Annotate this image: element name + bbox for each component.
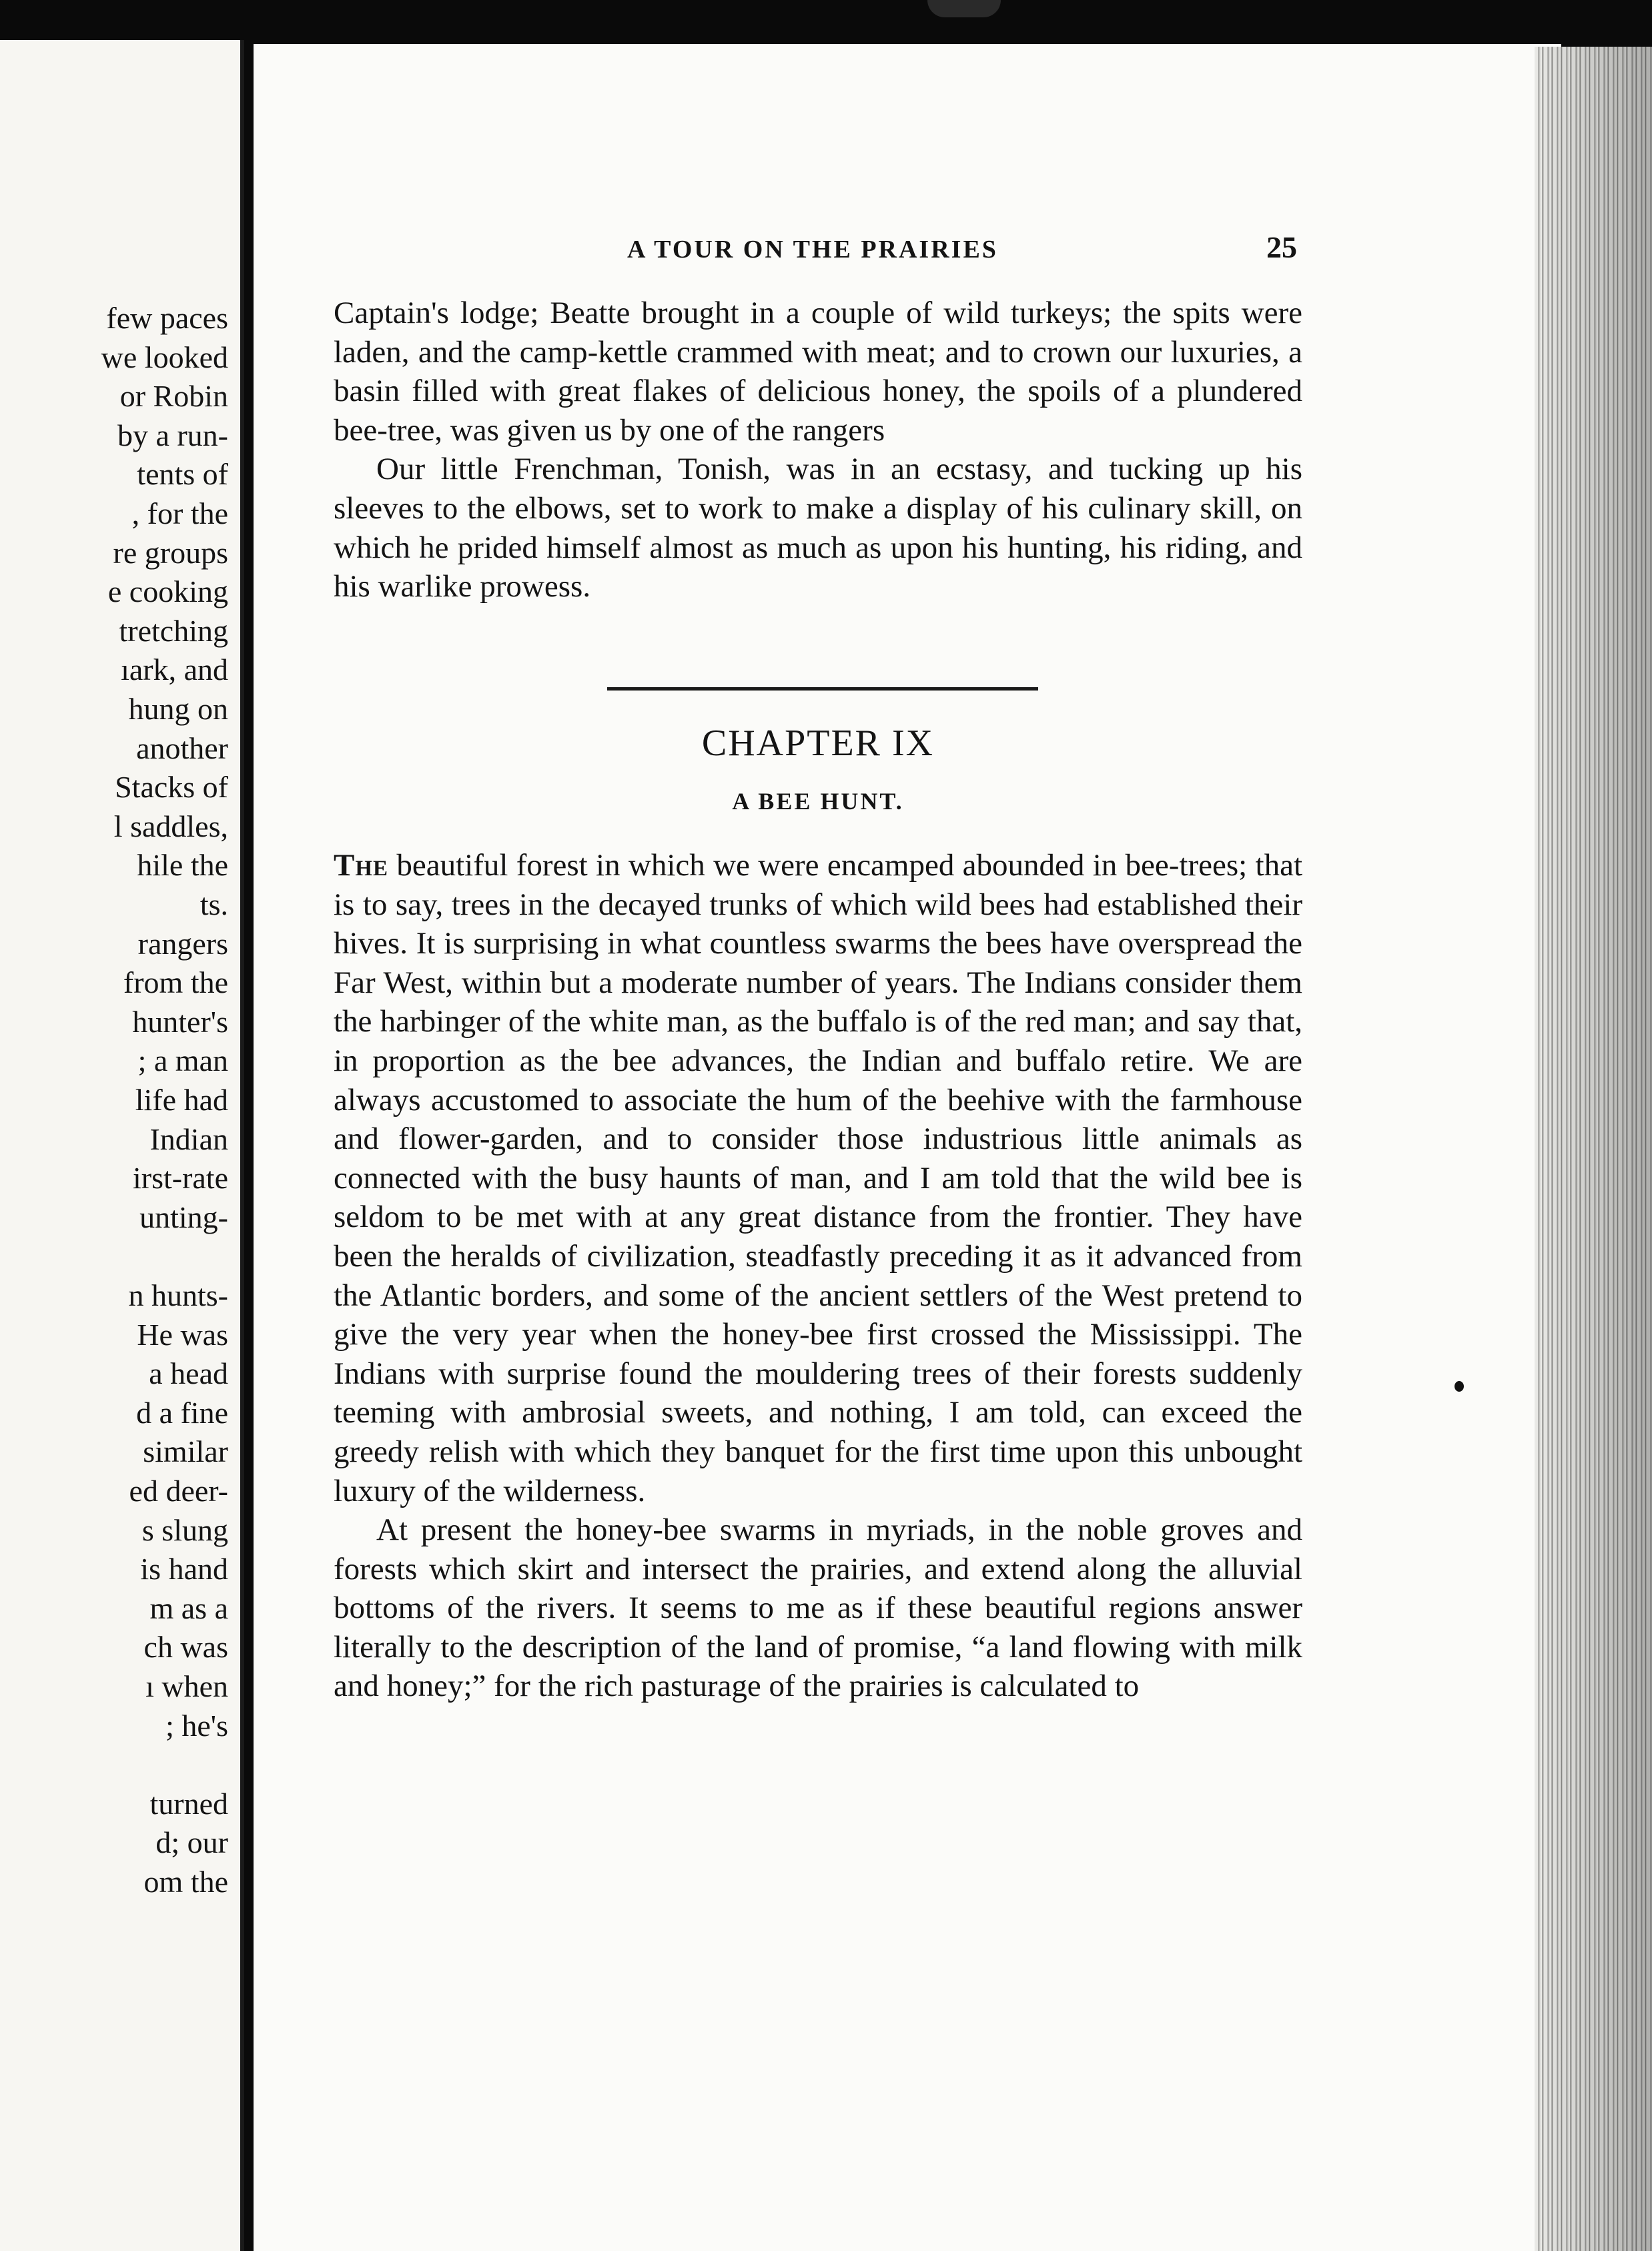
paragraph: Captain's lodge; Beatte brought in a couple of wild turkeys; the spits were laden, and the camp-kettle crammed with meat; and to crown our luxuries, a basin filled with great flakes of delicious honey, the spoils of a plundered bee-tree, was given us by one of the rangers <box>334 296 1302 448</box>
running-head: A TOUR ON THE PRAIRIES <box>627 236 998 264</box>
facing-page-line: by a run- <box>117 418 228 452</box>
facing-page-line: few paces <box>106 301 228 335</box>
facing-page-line: re groups <box>113 535 228 570</box>
facing-page-line: ; he's <box>165 1708 228 1743</box>
facing-page-line: ı when <box>145 1669 228 1703</box>
facing-page-line: turned <box>149 1786 228 1821</box>
facing-page-line: tretching <box>119 613 228 648</box>
facing-page-line: hile the <box>137 848 228 883</box>
ink-speck <box>1455 1381 1464 1392</box>
facing-page-line: life had <box>135 1083 228 1117</box>
facing-page-line: He was <box>137 1317 228 1352</box>
facing-page-line: from the <box>123 965 228 1000</box>
opening-text <box>334 294 1302 606</box>
facing-page-line: ch was <box>143 1630 228 1665</box>
paragraph: At present the honey-bee swarms in myriads, in the noble groves and forests which skirt and intersect the prairies, and extend along the alluvial bottoms of the rivers. It seems to me as if these beautiful regions answer literally to the description of the land of promise, “a land flowing with milk and honey;” for the rich pasturage of the prairies is calculated to <box>334 1512 1302 1704</box>
facing-page-line: a head <box>149 1356 228 1391</box>
facing-page-line: , for the <box>131 496 228 530</box>
paragraph <box>334 846 1302 1510</box>
chapter-title: CHAPTER IX <box>701 723 935 764</box>
facing-page-line: unting- <box>139 1200 228 1234</box>
facing-page-line: hung on <box>128 692 228 726</box>
paragraph-text: beautiful forest in which we were encamped abounded in bee-trees; that is to say, trees in the decayed trunks of which wild bees had established their hives. It is surprising in what countless swarms the bees have overspread the Far West, within but a moderate number of years. The Indians consider them the harbinger of the white man, as the buffalo is of the red man; and say that, in proportion as the bee advances, the Indian and buffalo retire. We are always accustomed to associate the hum of the beehive with the farmhouse and flower-garden, and to consider those industrious little animals as connected with the busy haunts of man, and I am told that the wild bee is seldom to be met with at any great distance from the frontier. They have been the heralds of civilization, steadfastly preceding it as it advanced from the Atlantic borders, and some of the ancient settlers of the West pretend to give the very year when the honey-bee first crossed the Mississippi. The Indians with surprise found the mouldering trees of their forests suddenly teeming with ambrosial sweets, and nothing, I am told, can exceed the greedy relish with which they banquet for the first time upon this unbought luxury of the wilderness. <box>334 848 1303 1508</box>
facing-page-line: Stacks of <box>115 770 228 805</box>
binding-ornament <box>927 0 1001 17</box>
section-divider <box>607 687 1038 691</box>
facing-page-line: om the <box>143 1865 228 1899</box>
facing-page-line: or Robin <box>119 379 228 414</box>
lead-word: The <box>334 848 389 883</box>
facing-page-line: another <box>136 731 228 765</box>
facing-page-line: ıark, and <box>121 652 228 687</box>
facing-page-line: tents of <box>137 457 228 492</box>
facing-page-line: irst-rate <box>132 1161 228 1196</box>
facing-page-line: s slung <box>141 1512 228 1547</box>
facing-page-line: similar <box>143 1434 228 1469</box>
facing-page-line: Indian <box>149 1121 228 1156</box>
facing-page-line: d; our <box>155 1825 228 1860</box>
facing-page-line: ; a man <box>137 1043 228 1078</box>
facing-page-line: e cooking <box>107 574 228 609</box>
page-number: 25 <box>1266 230 1297 264</box>
page-edges-shadow <box>1535 47 1652 2251</box>
facing-page-line: is hand <box>140 1552 228 1587</box>
facing-page-line: n hunts- <box>128 1278 228 1312</box>
chapter-subtitle: A BEE HUNT. <box>732 788 904 815</box>
facing-page-line: l saddles, <box>113 809 228 843</box>
facing-page-line: we looked <box>101 340 228 374</box>
paragraph: Our little Frenchman, Tonish, was in an ecstasy, and tucking up his sleeves to the elbows, set to work to make a display of his culinary skill, on which he prided himself almost as much as upon his hunting, his riding, and his warlike prowess. <box>334 452 1302 604</box>
facing-page-line: ed deer- <box>129 1474 228 1508</box>
facing-page-line: m as a <box>149 1591 228 1625</box>
facing-page-line: rangers <box>137 926 228 961</box>
chapter-text <box>334 846 1302 1706</box>
facing-page-line: hunter's <box>132 1004 228 1039</box>
facing-page <box>0 40 244 2251</box>
facing-page-line: ts. <box>199 887 228 921</box>
facing-page-line: d a fine <box>136 1395 228 1430</box>
